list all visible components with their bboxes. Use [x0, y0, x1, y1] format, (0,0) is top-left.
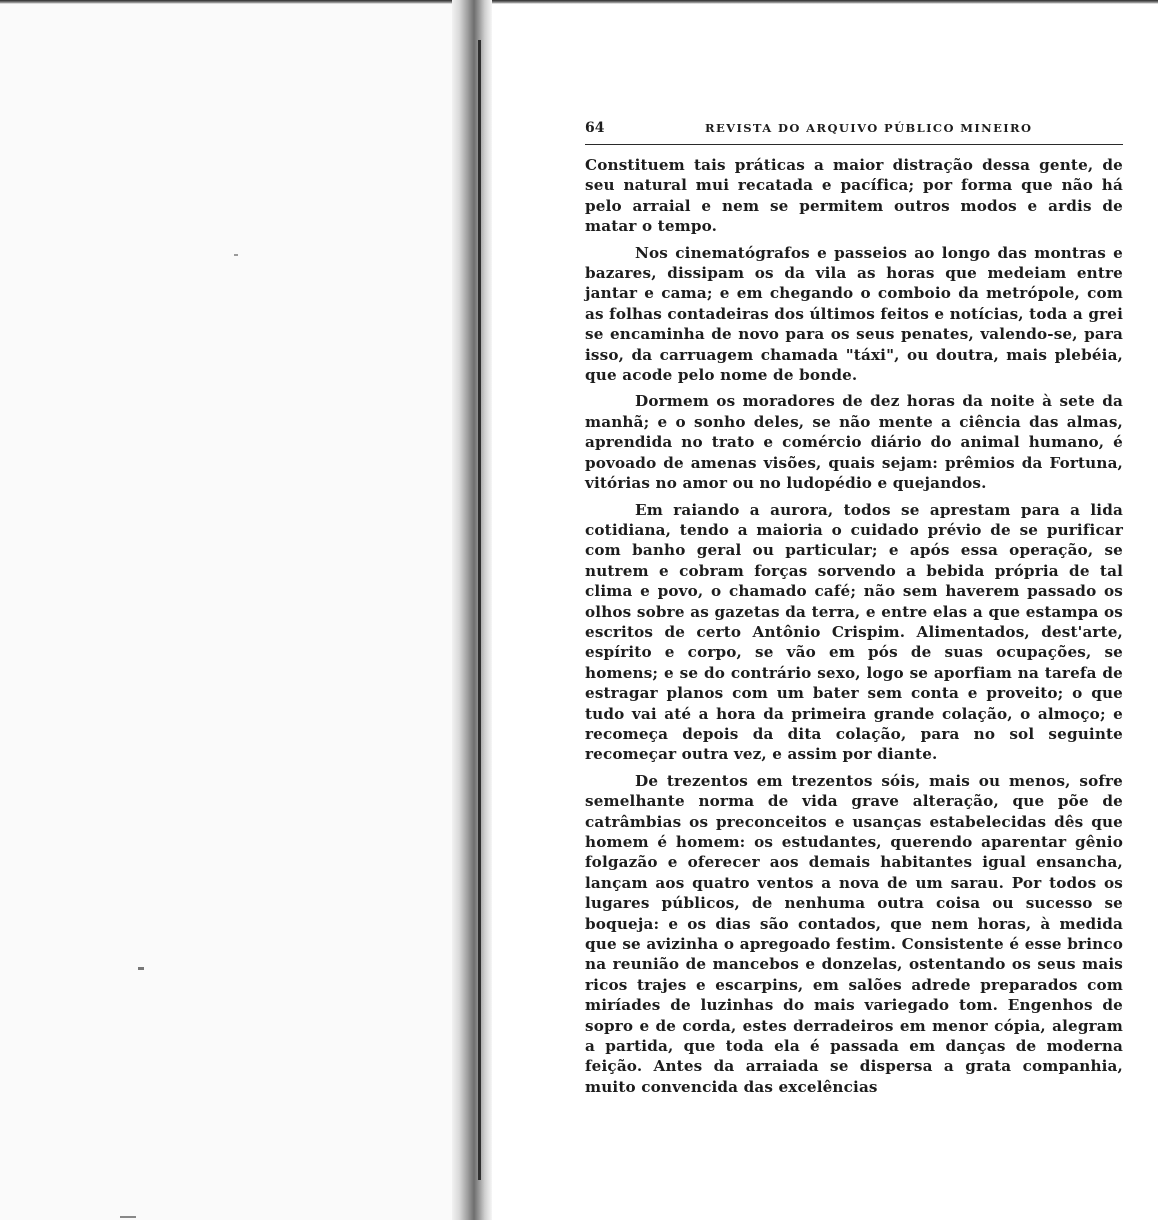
page-number: 64	[585, 120, 605, 136]
scan-speck	[138, 967, 144, 970]
scan-speck	[234, 254, 238, 256]
paragraph-3: Dormem os moradores de dez horas da noite à sete da manhã; e o sonho deles, se não mente a ciência das almas, aprendida no trato e comércio diário do animal humano, é povoado de amenas visões, quais sejam: prêmios da Fortuna, vitórias no amor ou no ludopédio e quejandos.	[585, 392, 1123, 493]
paragraph-4: Em raiando a aurora, todos se aprestam para a lida cotidiana, tendo a maioria o cuidado prévio de se purificar com banho geral ou particular; e após essa operação, se nutrem e cobram forças sorvendo a bebida própria de tal clima e povo, o chamado café; não sem haverem passado os olhos sobre as gazetas da terra, e entre elas a que estampa os escritos de certo Antônio Crispim. Alimentados, dest'arte, espírito e corpo, se vão em pós de suas ocupações, se homens; e se do contrário sexo, logo se aporfiam na tarefa de estragar planos com um bater sem conta e proveito; o que tudo vai até a hora da primeira grande colação, o almoço; e recomeça depois da dita colação, para no sol seguinte recomeçar outra vez, e assim por diante.	[585, 500, 1123, 764]
paragraph-1: Constituem tais práticas a maior distração dessa gente, de seu natural mui recatada e pacífica; por forma que não há pelo arraial e nem se permitem outros modos e ardis de matar o tempo.	[585, 156, 1123, 236]
paragraph-5: De trezentos em trezentos sóis, mais ou menos, sofre semelhante norma de vida grave alteração, que põe de catrâmbias os preconceitos e usanças estabelecidas dês que homem é homem: os estudantes, querendo aparentar gênio folgazão e oferecer aos demais habitantes igual ensancha, lançam aos quatro ventos a nova de um sarau. Por todos os lugares públicos, de nenhuma outra coisa ou sucesso se boqueja: e os dias são contados, que nem horas, à medida que se avizinha o apregoado festim. Consistente é esse brinco na reunião de mancebos e donzelas, ostentando os seus mais ricos trajes e escarpins, em salões adrede preparados com miríades de luzinhas do mais variegado tom. Engenhos de sopro e de corda, estes derradeiros em menor cópia, alegram a partida, que toda ela é passada em danças de moderna feição. Antes da arraiada se dispersa a grata companhia, muito convencida das excelências	[585, 771, 1123, 1096]
book-spine-line	[478, 40, 481, 1180]
running-header	[585, 120, 1123, 145]
scan-speck	[120, 1216, 136, 1218]
running-title: REVISTA DO ARQUIVO PÚBLICO MINEIRO	[705, 121, 1033, 135]
page-top-edge-shadow	[0, 0, 1158, 4]
book-gutter-shadow	[452, 0, 492, 1220]
paragraph-2: Nos cinematógrafos e passeios ao longo das montras e bazares, dissipam os da vila as horas que medeiam entre jantar e cama; e em chegando o comboio da metrópole, com as folhas contadeiras dos últimos feitos e notícias, toda a grei se encaminha de novo para os seus penates, valendo-se, para isso, da carruagem chamada "táxi", ou doutra, mais plebéia, que acode pelo nome de bonde.	[585, 243, 1123, 385]
blank-facing-page	[0, 0, 452, 1220]
text-column	[585, 120, 1123, 1103]
